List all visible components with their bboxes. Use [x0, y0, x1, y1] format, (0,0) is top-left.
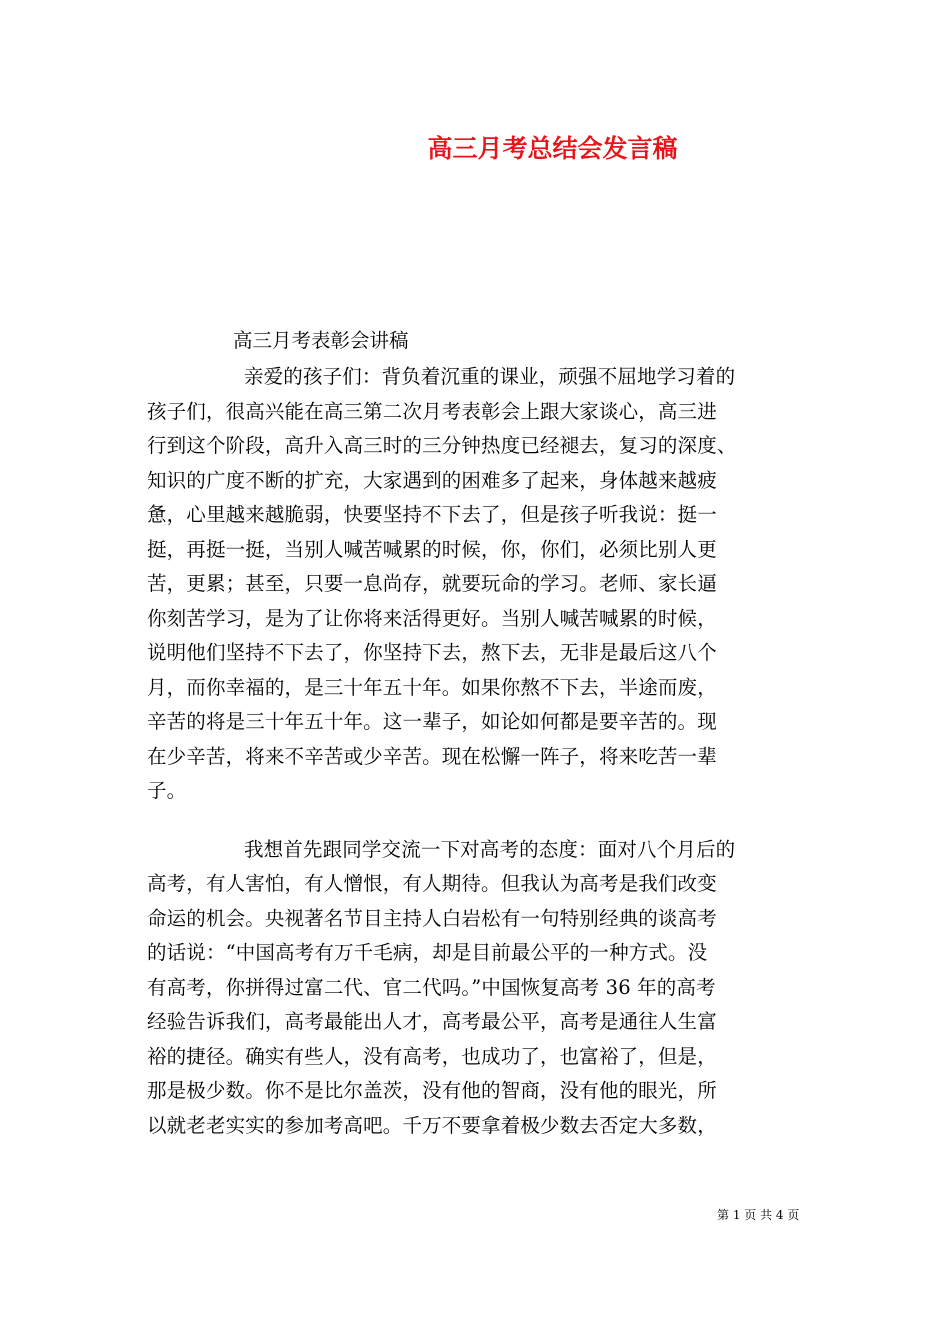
paragraph-1-line: 亲爱的孩子们：背负着沉重的课业，顽强不屈地学习着的 — [244, 365, 736, 388]
paragraph-1-line: 月，而你幸福的，是三十年五十年。如果你熬不下去，半途而废， — [147, 675, 717, 699]
paragraph-1-line: 辛苦的将是三十年五十年。这一辈子，如论如何都是要辛苦的。现 — [147, 710, 717, 733]
paragraph-1-line: 孩子们，很高兴能在高三第二次月考表彰会上跟大家谈心，高三进 — [147, 399, 717, 423]
paragraph-1-line: 挺，再挺一挺，当别人喊苦喊累的时候，你，你们，必须比别人更 — [147, 537, 717, 561]
paragraph-1-line: 苦，更累；甚至，只要一息尚存，就要玩命的学习。老师、家长逼 — [147, 572, 717, 595]
paragraph-2-line: 的话说：“中国高考有万千毛病，却是目前最公平的一种方式。没 — [147, 941, 708, 964]
paragraph-2-line: 命运的机会。央视著名节目主持人白岩松有一句特别经典的谈高考 — [147, 906, 717, 930]
paragraph-1-line: 知识的广度不断的扩充，大家遇到的困难多了起来，身体越来越疲 — [147, 468, 717, 492]
paragraph-2-line: 以就老老实实的参加考高吧。千万不要拿着极少数去否定大多数， — [147, 1113, 717, 1137]
paragraph-2-line: 高考，有人害怕，有人憎恨，有人期待。但我认为高考是我们改变 — [147, 872, 717, 895]
paragraph-1-line: 你刻苦学习，是为了让你将来活得更好。当别人喊苦喊累的时候， — [147, 606, 717, 630]
document-title: 高三月考总结会发言稿 — [427, 134, 678, 163]
paragraph-1-line: 行到这个阶段，高升入高三时的三分钟热度已经褪去，复习的深度、 — [147, 434, 737, 457]
paragraph-2-line: 裕的捷径。确实有些人，没有高考，也成功了，也富裕了，但是， — [147, 1044, 717, 1068]
paragraph-2-line: 经验告诉我们，高考最能出人才，高考最公平，高考是通往人生富 — [147, 1010, 717, 1033]
paragraph-2-line: 那是极少数。你不是比尔盖茨，没有他的智商，没有他的眼光，所 — [147, 1079, 717, 1102]
paragraph-2-line: 我想首先跟同学交流一下对高考的态度：面对八个月后的 — [244, 837, 736, 861]
document-body — [147, 360, 817, 1143]
paragraph-1-line: 说明他们坚持不下去了，你坚持下去，熬下去，无非是最后这八个 — [147, 641, 717, 664]
paragraph-1-line: 子。 — [147, 779, 187, 802]
paragraph-1-line: 惫，心里越来越脆弱，快要坚持不下去了，但是孩子听我说：挺一 — [147, 503, 717, 526]
paragraph-1-line: 在少辛苦，将来不辛苦或少辛苦。现在松懈一阵子，将来吃苦一辈 — [147, 744, 717, 768]
document-subtitle: 高三月考表彰会讲稿 — [233, 329, 409, 352]
paragraph-2-line: 有高考，你拼得过富二代、官二代吗。”中国恢复高考 36 年的高考 — [147, 975, 716, 999]
page-number-footer: 第 1 页 共 4 页 — [717, 1208, 800, 1222]
